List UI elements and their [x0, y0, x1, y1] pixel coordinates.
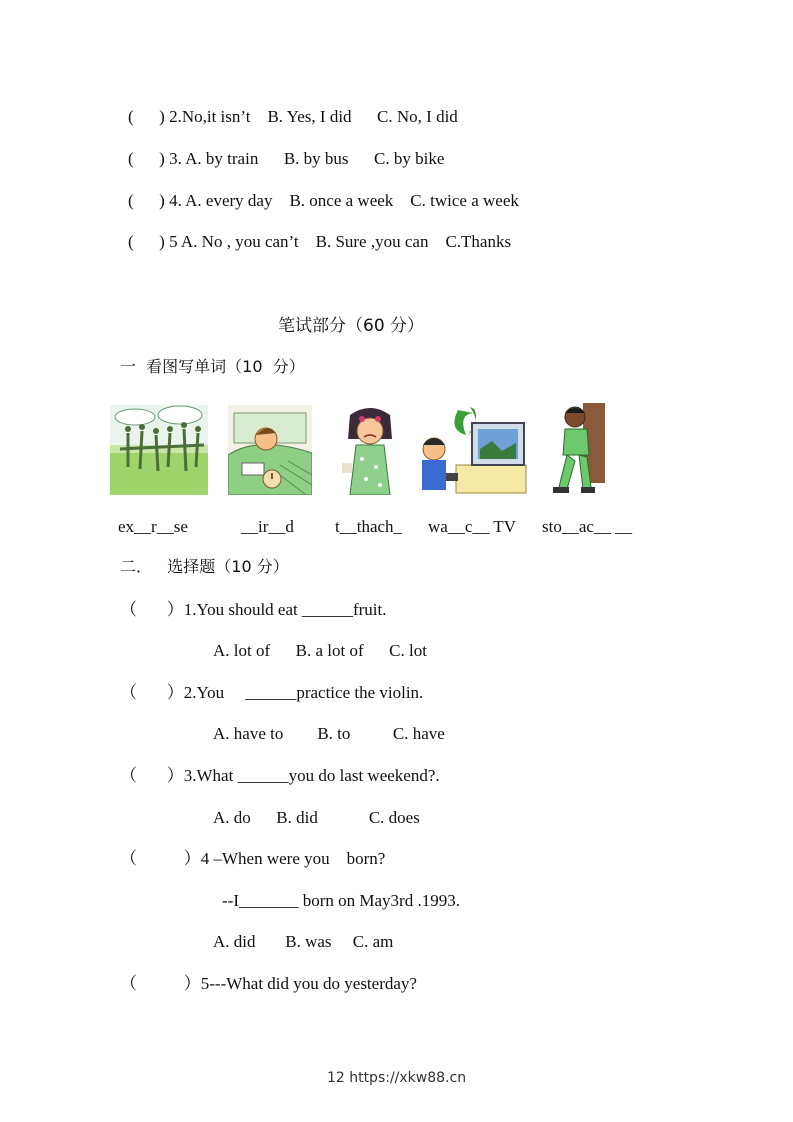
- written-part-title: 笔试部分（60 分）: [278, 316, 425, 336]
- choice-question-4-options: A. did B. was C. am: [213, 932, 394, 951]
- picture-exercise: [110, 405, 208, 495]
- word-toothache: t__thach_: [335, 517, 403, 536]
- listening-question-4: ( ) 4. A. every day B. once a week C. twice a week: [128, 191, 519, 210]
- choice-question-4-answer-line: --I_______ born on May3rd .1993.: [222, 891, 460, 910]
- choice-question-5: （ ）5---What did you do yesterday?: [120, 974, 417, 993]
- section-1-heading: 一 看图写单词（10 分）: [120, 357, 305, 376]
- page-footer: 12 https://xkw88.cn: [326, 1070, 467, 1086]
- choice-question-3: （ ）3.What ______you do last weekend?.: [120, 766, 440, 785]
- picture-sleeping-boy: [228, 405, 312, 495]
- choice-question-2-options: A. have to B. to C. have: [213, 724, 445, 743]
- choice-question-1-options: A. lot of B. a lot of C. lot: [213, 641, 427, 660]
- word-watch-tv: wa__c__ TV: [428, 517, 516, 536]
- choice-question-1: （ ）1.You should eat ______fruit.: [120, 600, 387, 619]
- section-2-heading: 二． 选择题（10 分）: [120, 557, 289, 576]
- picture-watch-tv: [418, 405, 528, 495]
- word-bird: __ir__d: [241, 517, 294, 536]
- choice-question-4: （ ）4 –When were you born?: [120, 849, 386, 868]
- listening-question-3: ( ) 3. A. by train B. by bus C. by bike: [128, 149, 445, 168]
- picture-toothache-girl: [340, 405, 400, 495]
- choice-question-2: （ ）2.You ______practice the violin.: [120, 683, 424, 702]
- picture-stomachache-boy: [553, 403, 605, 495]
- word-stomachache: sto__ac__ __: [542, 517, 633, 536]
- word-exercise: ex__r__se: [118, 517, 188, 536]
- choice-question-3-options: A. do B. did C. does: [213, 808, 420, 827]
- listening-question-5: ( ) 5 A. No , you can’t B. Sure ,you can C.Thanks: [128, 232, 512, 251]
- listening-question-2: ( ) 2.No,it isn’t B. Yes, I did C. No, I did: [128, 107, 458, 126]
